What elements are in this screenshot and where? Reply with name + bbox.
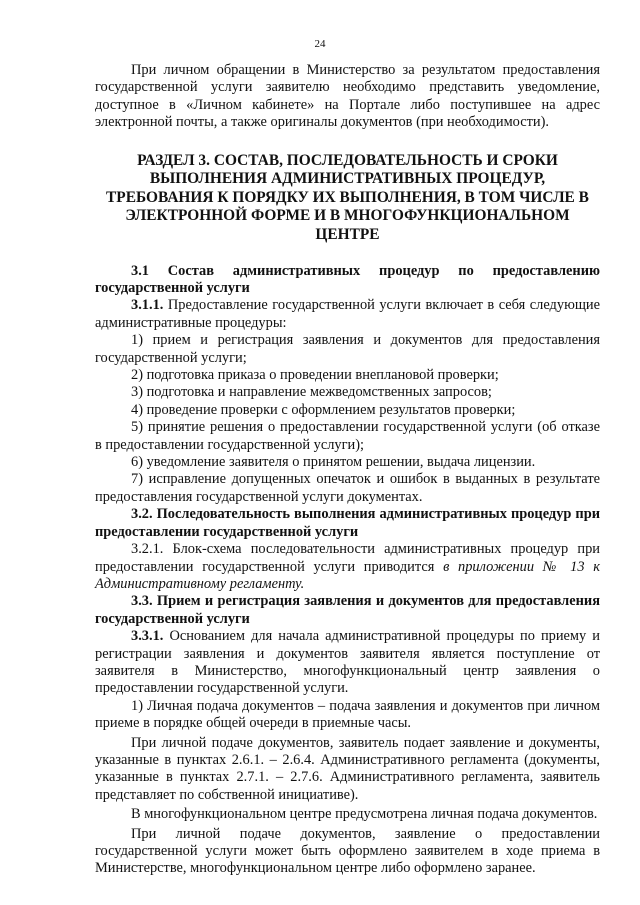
page-number: 24: [314, 38, 326, 50]
paragraph-3-3-1-text: Основанием для начала административной процедуры по приему и регистрации заявления и документов заявителя является поступление от заявителя в Министерство, многофункциональный центр заявления о предоставлении государственной услуги.: [95, 628, 600, 697]
procedure-item: 5) принятие решения о предоставлении государственной услуги (об отказе в предоставлении государственной услуги);: [95, 419, 600, 453]
paragraph-3-2-1: [95, 541, 600, 593]
paragraph-submission-documents: При личной подаче документов, заявитель подает заявление и документы, указанные в пунктах 2.6.1. – 2.6.4. Административного регламента (документы, указанные в пунктах 2.7.1. – 2.7.6. Административного регламента, заявитель представляет по собственной инициативе).: [95, 734, 600, 803]
appendix-reference: в приложении № 13 к Административному регламенту.: [95, 558, 600, 592]
paragraph-3-2-1-text: 3.2.1. Блок-схема последовательности административных процедур при предоставлении государственной услуги приводится: [95, 541, 600, 575]
procedure-item: 6) уведомление заявителя о принятом решении, выдача лицензии.: [131, 454, 536, 471]
procedure-item: 1) прием и регистрация заявления и документов для предоставления государственной услуги;: [95, 332, 600, 366]
intro-paragraph: При личном обращении в Министерство за результатом предоставления государственной услуги заявителю необходимо представить уведомление, доступное в «Личном кабинете» на Портале либо поступившее на адрес электронной почты, а также оригиналы документов (при необходимости).: [95, 62, 600, 131]
paragraph-3-3-1-number: 3.3.1.: [131, 628, 164, 645]
paragraph-personal-submission: 1) Личная подача документов – подача заявления и документов при личном приеме в порядке общей очереди в приемные часы.: [95, 697, 600, 732]
paragraph-3-1-1: [95, 297, 600, 332]
procedure-item: 7) исправление допущенных опечаток и ошибок в выданных в результате предоставления государственной услуги документах.: [95, 471, 600, 505]
procedure-item: 2) подготовка приказа о проведении внеплановой проверки;: [131, 367, 499, 384]
paragraph-3-1-1-number: 3.1.1.: [131, 297, 164, 314]
paragraph-mfc-submission: В многофункциональном центре предусмотрена личная подача документов.: [131, 806, 598, 823]
section-title: РАЗДЕЛ 3. СОСТАВ, ПОСЛЕДОВАТЕЛЬНОСТЬ И СРОКИ ВЫПОЛНЕНИЯ АДМИНИСТРАТИВНЫХ ПРОЦЕДУР, ТРЕБОВАНИЯ К ПОРЯДКУ ИХ ВЫПОЛНЕНИЯ, В ТОМ ЧИСЛЕ В ЭЛЕКТРОННОЙ ФОРМЕ И В МНОГОФУНКЦИОНАЛЬНОМ ЦЕНТРЕ: [106, 151, 589, 243]
page-body: [95, 62, 600, 878]
subsection-3-3-title: 3.3. Прием и регистрация заявления и документов для предоставления государственной услуги: [95, 593, 600, 627]
subsection-3-1-title: 3.1 Состав административных процедур по предоставлению государственной услуги: [95, 262, 600, 296]
procedure-item: 3) подготовка и направление межведомственных запросов;: [131, 384, 492, 401]
procedure-item: 4) проведение проверки с оформлением результатов проверки;: [131, 401, 516, 418]
paragraph-3-3-1: [95, 628, 600, 698]
paragraph-3-1-1-text: Предоставление государственной услуги включает в себя следующие административные процедуры:: [95, 297, 600, 331]
paragraph-application-form: При личной подаче документов, заявление о предоставлении государственной услуги может быть оформлено заявителем в ходе приема в Министерстве, многофункциональном центре либо оформлено заранее.: [95, 825, 600, 877]
subsection-3-2-title: 3.2. Последовательность выполнения административных процедур при предоставлении государственной услуги: [95, 506, 600, 540]
